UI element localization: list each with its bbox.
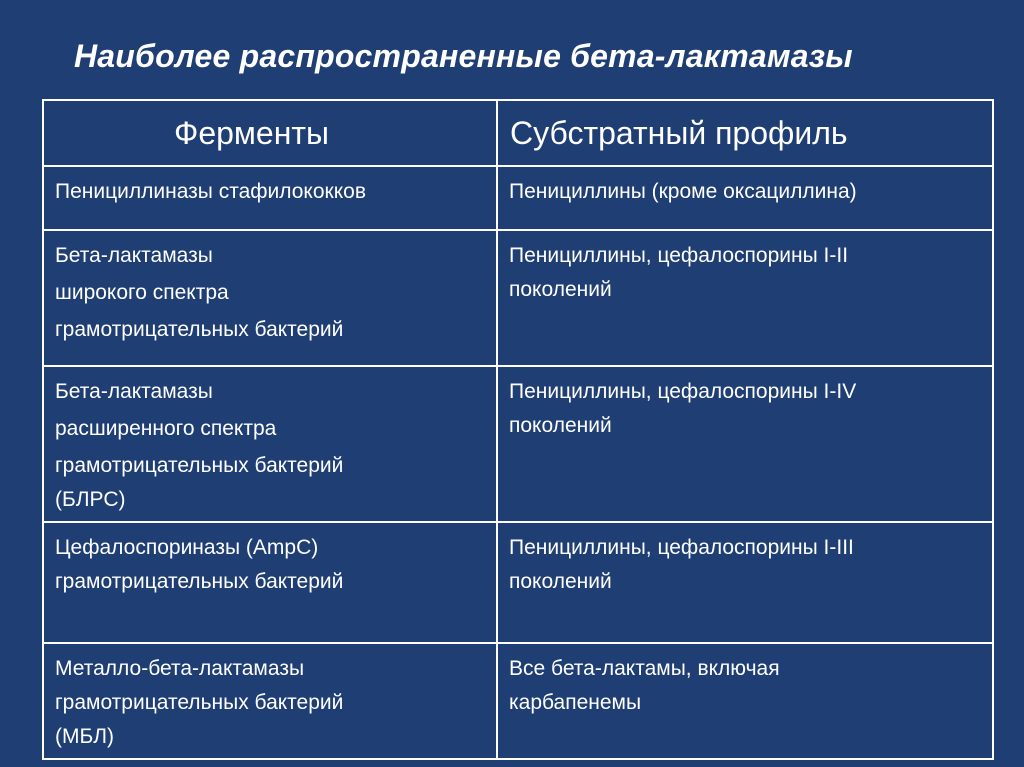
enzyme-text: грамотрицательных бактерий (55, 691, 344, 714)
profile-text: поколений (509, 414, 612, 437)
enzyme-text: Бета-лактамазы (55, 244, 213, 267)
profile-cell (497, 166, 993, 230)
enzyme-cell (43, 522, 497, 643)
enzyme-text: расширенного спектра (55, 417, 277, 440)
profile-text: Пенициллины, цефалоспорины I-III (509, 536, 854, 559)
table-row (43, 166, 993, 230)
profile-cell (497, 366, 993, 522)
enzyme-cell (43, 366, 497, 522)
profile-text: Все бета-лактамы, включая (509, 657, 780, 680)
header-substrate-profile: Субстратный профиль (497, 100, 993, 166)
profile-text: Пенициллины, цефалоспорины I-II (509, 244, 849, 267)
profile-text: Пенициллины (кроме оксациллина) (509, 180, 857, 203)
profile-text: поколений (509, 278, 612, 301)
table-row (43, 522, 993, 643)
enzyme-cell (43, 643, 497, 759)
beta-lactamase-table (42, 99, 994, 760)
enzyme-text: грамотрицательных бактерий (55, 318, 344, 341)
enzyme-text: Цефалоспориназы (AmpC) (55, 536, 319, 559)
enzyme-text: (МБЛ) (55, 725, 115, 748)
slide-title: Наиболее распространенные бета-лактамазы (74, 38, 853, 74)
enzyme-text: грамотрицательных бактерий (55, 570, 344, 593)
enzyme-cell (43, 166, 497, 230)
table-row (43, 366, 993, 522)
profile-cell (497, 643, 993, 759)
enzyme-text: Бета-лактамазы (55, 380, 213, 403)
enzyme-text: Металло-бета-лактамазы (55, 657, 305, 680)
enzyme-text: Пенициллиназы стафилококков (55, 180, 366, 203)
table-header-row (43, 100, 993, 166)
profile-text: Пенициллины, цефалоспорины I-IV (509, 380, 857, 403)
profile-text: поколений (509, 570, 612, 593)
header-enzymes: Ферменты (43, 100, 497, 166)
enzyme-text: широкого спектра (55, 281, 229, 304)
enzyme-text: (БЛРС) (55, 488, 126, 511)
profile-cell (497, 230, 993, 366)
table-row (43, 230, 993, 366)
table-row (43, 643, 993, 759)
profile-cell (497, 522, 993, 643)
enzyme-cell (43, 230, 497, 366)
profile-text: карбапенемы (509, 691, 642, 714)
enzyme-text: грамотрицательных бактерий (55, 454, 344, 477)
